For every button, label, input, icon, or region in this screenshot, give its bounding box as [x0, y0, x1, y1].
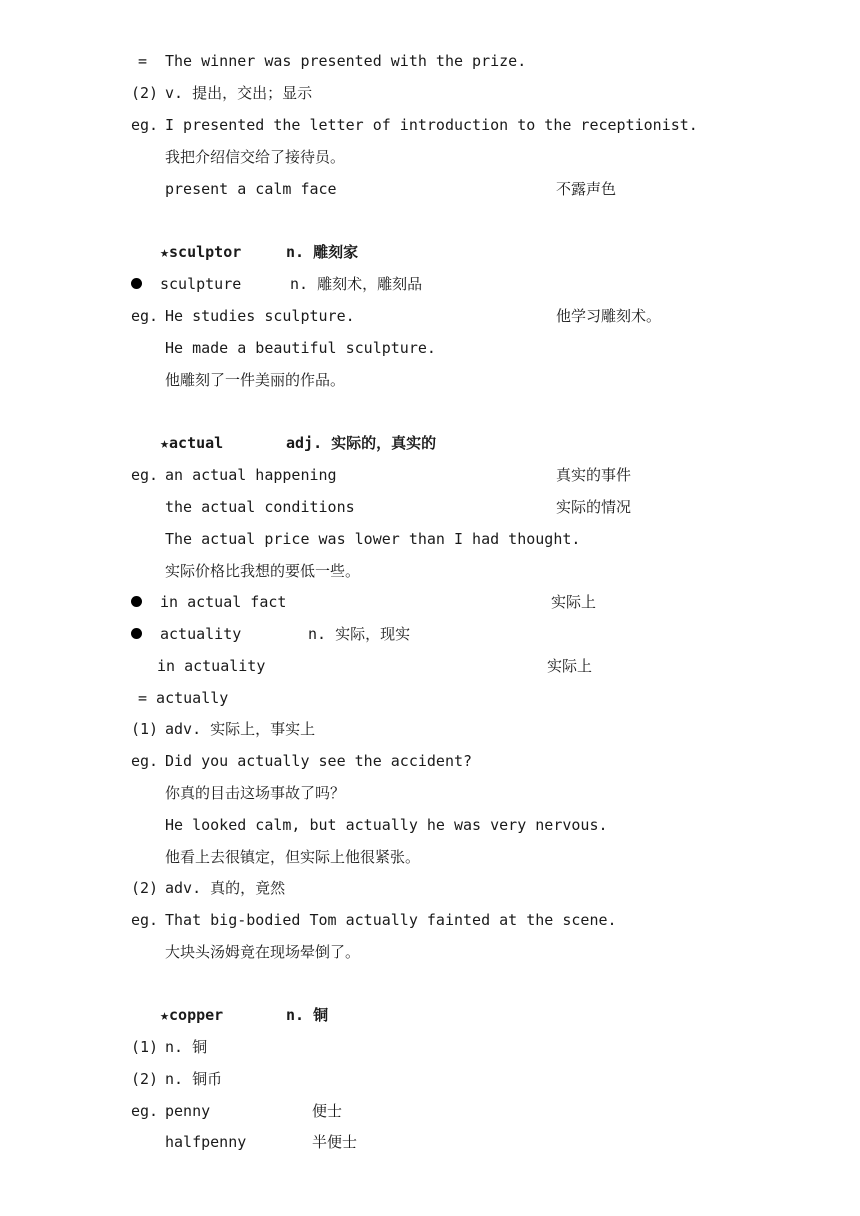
bullet-icon: [131, 628, 142, 639]
example-translation: 半便士: [312, 1133, 358, 1151]
eg-marker: eg.: [131, 752, 159, 770]
example-sentence: He studies sculpture.: [165, 307, 355, 325]
example-line: [0, 306, 860, 338]
example-line: [0, 910, 860, 942]
example-line: [0, 115, 860, 147]
example-line: [0, 815, 860, 847]
translation-line: [0, 783, 860, 815]
translation-text: 他雕刻了一件美丽的作品。: [165, 371, 346, 389]
example-translation: 真实的事件: [556, 466, 632, 484]
translation-line: [0, 942, 860, 974]
eg-marker: eg.: [131, 466, 159, 484]
headword-line: [0, 1005, 860, 1037]
example-phrase: the actual conditions: [165, 498, 355, 516]
sense-definition: v. 提出，交出；显示: [165, 84, 313, 102]
example-sentence: Did you actually see the accident?: [165, 752, 473, 770]
example-line: [0, 497, 860, 529]
example-sentence: He made a beautiful sculpture.: [165, 339, 436, 357]
bullet-icon: [131, 278, 142, 289]
headword-definition: n. 铜: [286, 1006, 329, 1024]
example-phrase: an actual happening: [165, 466, 337, 484]
sense-number: (2): [131, 879, 159, 897]
example-sentence: That big-bodied Tom actually fainted at the scene.: [165, 911, 617, 929]
example-line: [0, 338, 860, 370]
example-translation: 他学习雕刻术。: [556, 307, 662, 325]
headword: ★copper: [160, 1006, 224, 1024]
headword-definition: n. 雕刻家: [286, 243, 359, 261]
synonym-text: = actually: [138, 689, 229, 707]
bullet-line: [0, 274, 860, 306]
bullet-icon: [131, 596, 142, 607]
sense-definition: n. 铜币: [165, 1070, 223, 1088]
phrase-line: [0, 656, 860, 688]
bullet-line: [0, 624, 860, 656]
sense-line: [0, 83, 860, 115]
example-line: [0, 751, 860, 783]
headword-line: [0, 242, 860, 274]
eg-marker: eg.: [131, 1102, 159, 1120]
translation-text: 你真的目击这场事故了吗？: [165, 784, 346, 802]
sense-line: [0, 719, 860, 751]
headword-definition: adj. 实际的，真实的: [286, 434, 437, 452]
sense-number: (1): [131, 720, 159, 738]
sense-number: (2): [131, 84, 159, 102]
example-sentence: I presented the letter of introduction to the receptionist.: [165, 116, 698, 134]
derived-word: actuality: [160, 625, 242, 643]
eg-marker: eg.: [131, 911, 159, 929]
example-translation: 实际的情况: [556, 498, 632, 516]
translation-text: 实际价格比我想的要低一些。: [165, 562, 361, 580]
phrase-line: [0, 179, 860, 211]
translation-text: 我把介绍信交给了接待员。: [165, 148, 346, 166]
translation-line: [0, 561, 860, 593]
derived-definition: n. 雕刻术，雕刻品: [290, 275, 423, 293]
translation-line: [0, 147, 860, 179]
translation-text: 他看上去很镇定，但实际上他很紧张。: [165, 848, 421, 866]
headword: ★sculptor: [160, 243, 242, 261]
synonym-line: [0, 688, 860, 720]
sense-line: [0, 1069, 860, 1101]
example-line: [0, 465, 860, 497]
translation-line: [0, 370, 860, 402]
bullet-line: [0, 592, 860, 624]
sense-line: [0, 1037, 860, 1069]
translation-line: [0, 847, 860, 879]
sense-definition: n. 铜: [165, 1038, 208, 1056]
sense-number: (2): [131, 1070, 159, 1088]
sense-line: [0, 878, 860, 910]
sense-definition: adv. 实际上，事实上: [165, 720, 316, 738]
example-word: halfpenny: [165, 1133, 247, 1151]
headword: ★actual: [160, 434, 224, 452]
phrase-translation: 不露声色: [556, 180, 617, 198]
eg-marker: eg.: [131, 307, 159, 325]
translation-text: 大块头汤姆竟在现场晕倒了。: [165, 943, 361, 961]
example-line: [0, 529, 860, 561]
derived-definition: n. 实际，现实: [308, 625, 411, 643]
headword-line: [0, 433, 860, 465]
phrase-text: in actuality: [157, 657, 266, 675]
example-word: penny: [165, 1102, 211, 1120]
example-sentence: The winner was presented with the prize.: [165, 52, 527, 70]
phrase-text: in actual fact: [160, 593, 287, 611]
sense-definition: adv. 真的，竟然: [165, 879, 286, 897]
phrase-translation: 实际上: [547, 657, 593, 675]
example-translation: 便士: [312, 1102, 343, 1120]
equals-marker: =: [138, 52, 148, 70]
eg-marker: eg.: [131, 116, 159, 134]
sense-number: (1): [131, 1038, 159, 1056]
example-line: [0, 1132, 860, 1164]
example-sentence: He looked calm, but actually he was very nervous.: [165, 816, 608, 834]
example-sentence: The actual price was lower than I had thought.: [165, 530, 581, 548]
derived-word: sculpture: [160, 275, 242, 293]
phrase-translation: 实际上: [551, 593, 597, 611]
example-line: [0, 1101, 860, 1133]
example-line: [0, 51, 860, 83]
phrase-text: present a calm face: [165, 180, 337, 198]
